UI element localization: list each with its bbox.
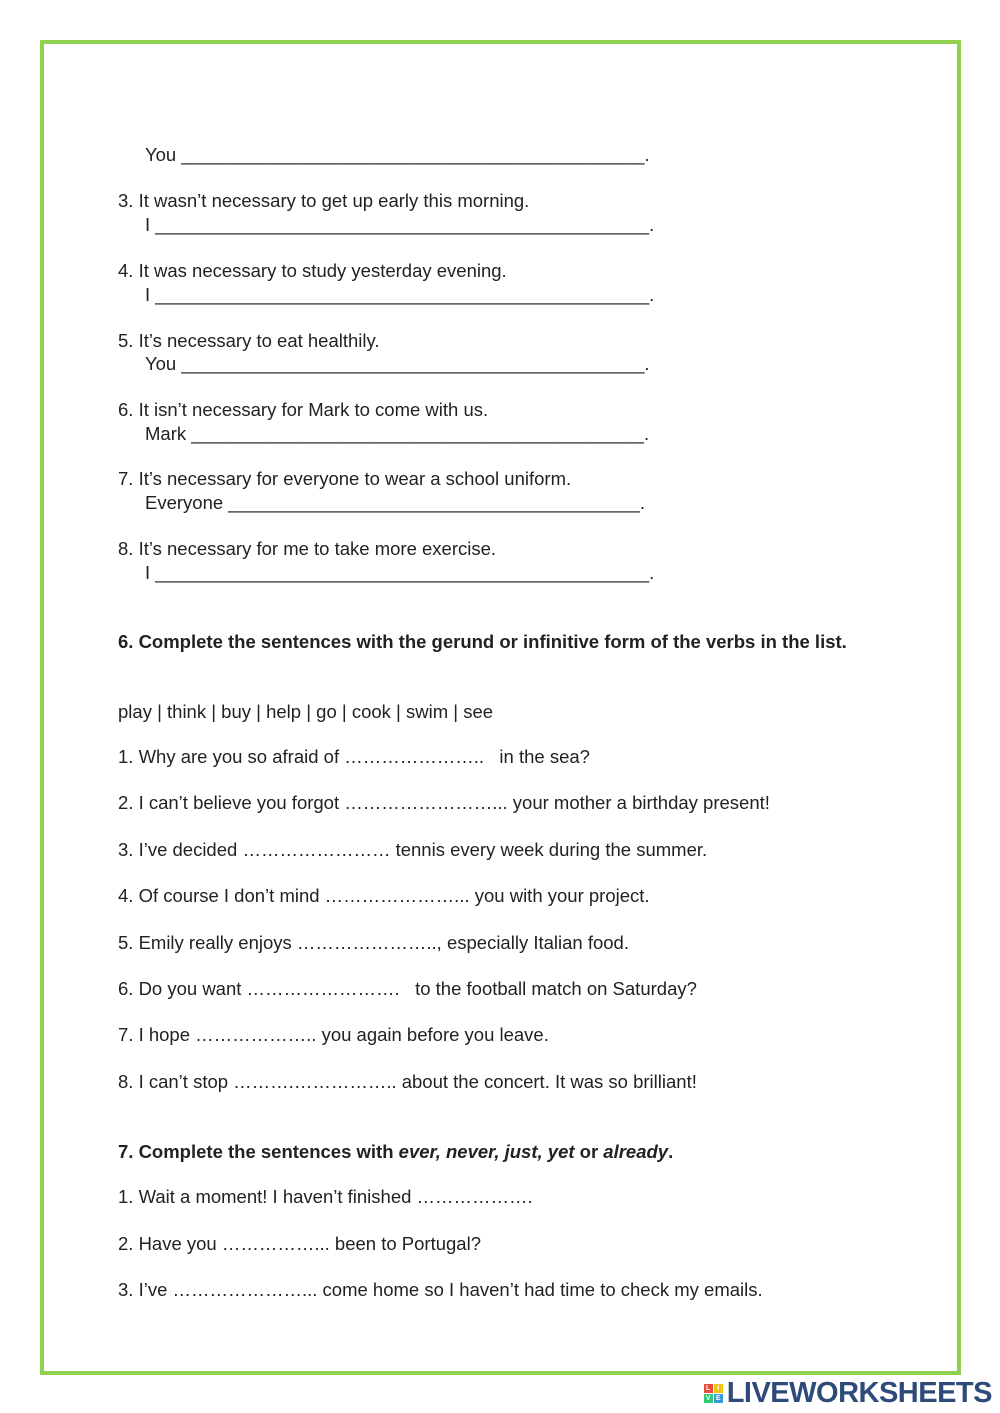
sentence-item: 6. Do you want ……………………. to the football match on Saturday? (118, 978, 697, 999)
sentence-item: 3. I’ve decided …………………… tennis every week during the summer. (118, 839, 708, 860)
word-list: play | think | buy | help | go | cook | swim | see (118, 701, 494, 722)
sentence-item: 8. I can’t stop ……….…………….. about the concert. It was so brilliant! (118, 1071, 697, 1092)
sentence-item: 2. Have you ……………... been to Portugal? (118, 1233, 481, 1254)
answer-line: You _____________________________________________. (145, 144, 650, 165)
question-text: 6. It isn’t necessary for Mark to come with us. (118, 399, 489, 420)
sentence-item: 5. Emily really enjoys ………………….., especially Italian food. (118, 932, 629, 953)
sentence-item: 3. I’ve …………………... come home so I haven’t had time to check my emails. (118, 1279, 763, 1300)
question-text: 3. It wasn’t necessary to get up early this morning. (118, 190, 530, 211)
sentence-item: 4. Of course I don’t mind …………………... you with your project. (118, 885, 650, 906)
sentence-item: 2. I can’t believe you forgot ……………………... your mother a birthday present! (118, 792, 770, 813)
sentence-item: 1. Wait a moment! I haven’t finished ………………. (118, 1186, 533, 1207)
exercise-6-title: 6. Complete the sentences with the gerund or infinitive form of the verbs in the list. (118, 631, 847, 652)
exercise-7-title: 7. Complete the sentences with ever, never, just, yet or already. (118, 1141, 674, 1162)
brand-name: LIVEWORKSHEETS (726, 1376, 992, 1409)
question-text: 7. It’s necessary for everyone to wear a school uniform. (118, 468, 572, 489)
answer-line: I ________________________________________________. (145, 214, 655, 235)
liveworksheets-logo[interactable] (704, 1378, 992, 1408)
logo-icon: L I V E (704, 1384, 723, 1403)
question-text: 8. It’s necessary for me to take more exercise. (118, 538, 497, 559)
answer-line: Mark ____________________________________________. (145, 423, 650, 444)
sentence-item: 1. Why are you so afraid of ………………….. in the sea? (118, 746, 590, 767)
question-text: 4. It was necessary to study yesterday evening. (118, 260, 507, 281)
answer-line: Everyone ________________________________________. (145, 492, 645, 513)
answer-line: You _____________________________________________. (145, 353, 650, 374)
question-text: 5. It’s necessary to eat healthily. (118, 330, 380, 351)
answer-line: I ________________________________________________. (145, 284, 655, 305)
sentence-item: 7. I hope ……………….. you again before you leave. (118, 1024, 549, 1045)
answer-line: I ________________________________________________. (145, 562, 655, 583)
